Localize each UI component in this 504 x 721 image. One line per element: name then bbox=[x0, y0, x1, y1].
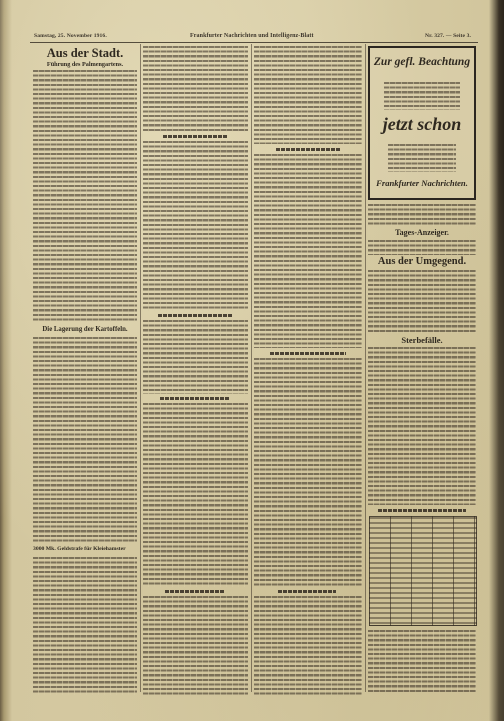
section-heading-tages-anzeiger: Tages-Anzeiger. bbox=[395, 228, 449, 237]
table-caption bbox=[378, 509, 466, 512]
column-divider bbox=[365, 44, 366, 692]
body-text-block bbox=[368, 270, 476, 333]
header-rule bbox=[30, 42, 478, 43]
body-text-block bbox=[254, 46, 362, 144]
section-heading-aus-der-umgegend: Aus der Umgegend. bbox=[377, 256, 467, 267]
ad-title: Zur gefl. Beachtung bbox=[373, 56, 471, 68]
article-subheading bbox=[165, 590, 225, 593]
body-text-block bbox=[143, 403, 248, 587]
body-text-block bbox=[368, 347, 476, 505]
header-issue: Nr. 327. — Seite 3. bbox=[425, 33, 471, 39]
body-text-block bbox=[143, 141, 248, 311]
body-text-block bbox=[143, 596, 248, 695]
body-text-block bbox=[368, 204, 476, 226]
article-heading-kartoffeln: Die Lagerung der Kartoffeln. bbox=[42, 326, 128, 333]
column-divider bbox=[140, 44, 141, 692]
body-text-block bbox=[254, 358, 362, 586]
body-text-block bbox=[368, 630, 476, 692]
article-subheading bbox=[158, 314, 232, 317]
body-text-block bbox=[33, 557, 137, 695]
body-text-block bbox=[368, 240, 476, 255]
ad-signature: Frankfurter Nachrichten. bbox=[376, 178, 468, 188]
body-text-block bbox=[254, 154, 362, 348]
body-text-block bbox=[143, 46, 248, 132]
article-subheading bbox=[278, 590, 336, 593]
body-text-block bbox=[143, 320, 248, 394]
ad-emphasis: jetzt schon bbox=[382, 114, 462, 134]
notice-advertisement bbox=[368, 46, 476, 200]
article-subheading bbox=[163, 135, 227, 138]
article-subtitle: Führung des Palmengartens. bbox=[46, 61, 124, 68]
body-text-block bbox=[254, 596, 362, 695]
article-subheading bbox=[276, 148, 340, 151]
article-heading-geldstrafe: 3000 Mk. Geldstrafe für Kleiehamster bbox=[33, 546, 126, 552]
section-title-aus-der-stadt: Aus der Stadt. bbox=[46, 46, 124, 60]
article-subheading bbox=[270, 352, 346, 355]
section-heading-sterbefaelle: Sterbefälle. bbox=[401, 335, 443, 345]
column-divider bbox=[251, 44, 252, 692]
body-text-block bbox=[33, 337, 137, 542]
ad-text-block bbox=[384, 82, 460, 110]
weather-table bbox=[369, 516, 477, 626]
header-masthead: Frankfurter Nachrichten und Intelligenz-Blatt bbox=[190, 33, 314, 39]
article-subheading bbox=[160, 397, 230, 400]
body-text-block bbox=[33, 70, 137, 322]
header-date: Samstag, 25. November 1916. bbox=[34, 33, 107, 39]
ad-text-block bbox=[388, 144, 456, 172]
